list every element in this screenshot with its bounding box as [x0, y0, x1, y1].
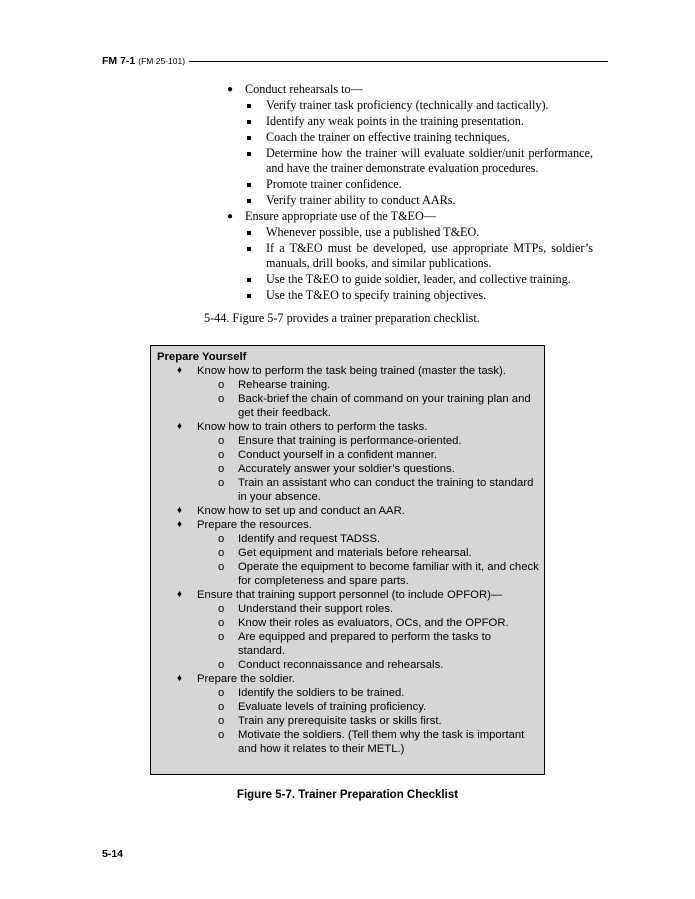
checklist-subitem: o Accurately answer your soldier’s questions.	[238, 462, 540, 476]
sub-bullet: Promote trainer confidence.	[266, 177, 593, 192]
checklist-subitem: o Train an assistant who can conduct the training to standard in your absence.	[238, 476, 540, 504]
paragraph-5-44: 5-44. Figure 5-7 provides a trainer preparation checklist.	[204, 311, 480, 325]
body-text	[0, 82, 695, 326]
checklist-subitem: o Motivate the soldiers. (Tell them why the task is important and how it relates to their METL.)	[238, 728, 540, 756]
figure-caption: Figure 5-7. Trainer Preparation Checklist	[236, 789, 459, 801]
checklist-figure	[150, 345, 545, 775]
sub-bullet: Verify trainer ability to conduct AARs.	[266, 193, 593, 208]
checklist-subitem: o Train any prerequisite tasks or skills first.	[238, 714, 540, 728]
checklist-subitem: o Operate the equipment to become familiar with it, and check for completeness and spare parts.	[238, 560, 540, 588]
bullet-conduct-rehearsals: ● Conduct rehearsals to—	[245, 82, 593, 97]
checklist-item: ♦ Prepare the resources.	[197, 518, 537, 532]
sub-bullet: If a T&EO must be developed, use appropriate MTPs, soldier’s manuals, drill books, and similar publications.	[266, 241, 593, 270]
superseded-manual: (FM 25-101)	[138, 56, 186, 66]
checklist-item: ♦ Know how to set up and conduct an AAR.	[197, 504, 537, 518]
sub-bullet: Use the T&EO to specify training objectives.	[266, 288, 593, 303]
checklist-item: ♦ Ensure that training support personnel (to include OPFOR)—	[197, 588, 537, 602]
checklist-item: ♦ Prepare the soldier.	[197, 672, 537, 686]
checklist-subitem: o Identify and request TADSS.	[238, 532, 540, 546]
checklist-subitem: o Rehearse training.	[238, 378, 540, 392]
sub-bullet: Use the T&EO to guide soldier, leader, and collective training.	[266, 272, 593, 287]
manual-number: FM 7-1	[102, 55, 136, 67]
checklist-subitem: o Conduct reconnaissance and rehearsals.	[238, 658, 540, 672]
sub-bullet: Coach the trainer on effective training techniques.	[266, 130, 593, 145]
checklist-subitem: o Are equipped and prepared to perform the tasks to standard.	[238, 630, 540, 658]
header-rule	[189, 61, 608, 62]
sub-bullet: Whenever possible, use a published T&EO.	[266, 225, 593, 240]
sub-bullet: Verify trainer task proficiency (technically and tactically).	[266, 98, 593, 113]
checklist-subitem: o Understand their support roles.	[238, 602, 540, 616]
checklist-item: ♦ Know how to train others to perform the tasks.	[197, 420, 537, 434]
checklist-title: Prepare Yourself	[157, 351, 247, 363]
checklist-subitem: o Conduct yourself in a confident manner.	[238, 448, 540, 462]
page-header	[102, 54, 608, 68]
checklist-subitem: o Back-brief the chain of command on your training plan and get their feedback.	[238, 392, 540, 420]
checklist-subitem: o Ensure that training is performance-oriented.	[238, 434, 540, 448]
sub-bullet: Identify any weak points in the training presentation.	[266, 114, 593, 129]
checklist-subitem: o Evaluate levels of training proficiency.	[238, 700, 540, 714]
bullet-ensure-teo: ● Ensure appropriate use of the T&EO—	[245, 209, 593, 224]
checklist-items	[151, 364, 544, 756]
checklist-subitem: o Get equipment and materials before rehearsal.	[238, 546, 540, 560]
checklist-item: ♦ Know how to perform the task being trained (master the task).	[197, 364, 537, 378]
checklist-subitem: o Know their roles as evaluators, OCs, and the OPFOR.	[238, 616, 540, 630]
sub-bullet: Determine how the trainer will evaluate soldier/unit performance, and have the trainer demonstrate evaluation procedures.	[266, 146, 593, 175]
checklist-subitem: o Identify the soldiers to be trained.	[238, 686, 540, 700]
page-number: 5-14	[102, 848, 124, 860]
